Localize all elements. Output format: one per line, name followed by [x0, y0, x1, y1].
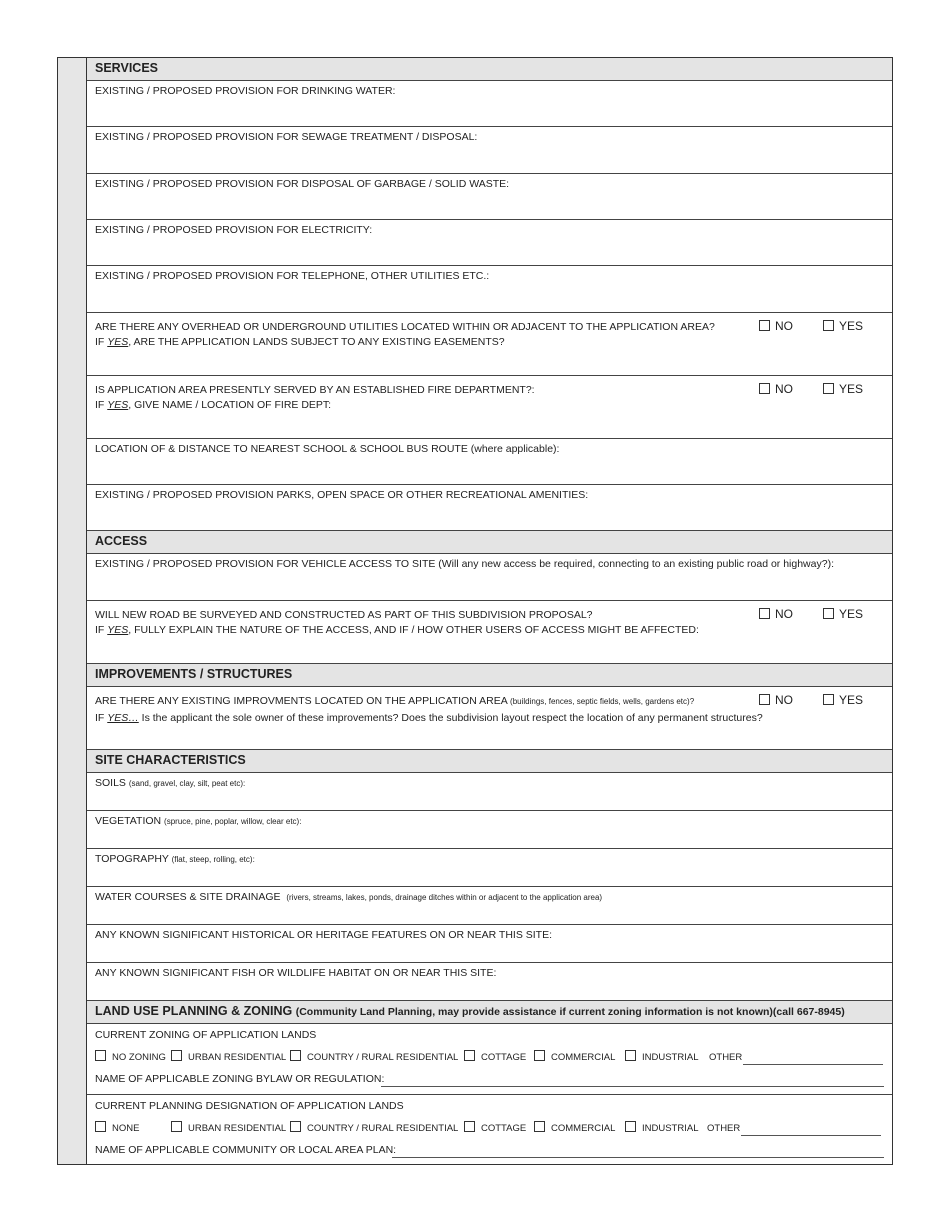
road-no-checkbox[interactable]: NO — [759, 607, 793, 621]
parks-field[interactable] — [87, 485, 892, 531]
improvements-followup: IF YES… Is the applicant the sole owner of these improvements? Does the subdivision layout respect the location of any permanent structures? — [95, 712, 763, 724]
road-question — [87, 601, 892, 664]
fire-question — [87, 376, 892, 439]
vehicle-access-field[interactable] — [87, 554, 892, 601]
vegetation-field[interactable] — [87, 811, 892, 849]
checkbox-box[interactable] — [823, 608, 834, 619]
sewage-label: EXISTING / PROPOSED PROVISION FOR SEWAGE TREATMENT / DISPOSAL: — [95, 131, 478, 143]
zoning-option-commercial[interactable]: COMMERCIAL — [534, 1050, 615, 1063]
wildlife-label: ANY KNOWN SIGNIFICANT FISH OR WILDLIFE HABITAT ON OR NEAR THIS SITE: — [95, 967, 497, 979]
road-followup: IF YES, FULLY EXPLAIN THE NATURE OF THE ACCESS, AND IF / HOW OTHER USERS OF ACCESS MIGHT BE AFFECTED: — [95, 624, 699, 636]
application-form — [57, 57, 893, 1165]
planning-option-none[interactable]: NONE — [95, 1121, 139, 1134]
bylaw-line[interactable] — [381, 1086, 884, 1087]
zoning-other-label: OTHER — [709, 1052, 743, 1063]
sewage-field[interactable] — [87, 127, 892, 174]
planning-option-commercial[interactable]: COMMERCIAL — [534, 1121, 615, 1134]
drinking-water-label: EXISTING / PROPOSED PROVISION FOR DRINKING WATER: — [95, 85, 396, 97]
utilities-question — [87, 313, 892, 376]
zoning-option-cottage[interactable]: COTTAGE — [464, 1050, 526, 1063]
checkbox-box[interactable] — [823, 383, 834, 394]
telephone-field[interactable] — [87, 266, 892, 313]
soils-field[interactable] — [87, 773, 892, 811]
improvements-no-checkbox[interactable]: NO — [759, 693, 793, 707]
topography-field[interactable] — [87, 849, 892, 887]
vegetation-label: VEGETATION (spruce, pine, poplar, willow, clear etc): — [95, 815, 302, 827]
wildlife-field[interactable] — [87, 963, 892, 1001]
area-plan-line[interactable] — [392, 1157, 884, 1158]
checkbox-box[interactable] — [823, 694, 834, 705]
form-content — [87, 58, 892, 1164]
checkbox-box[interactable] — [290, 1050, 301, 1061]
current-zoning-section — [87, 1024, 892, 1095]
parks-label: EXISTING / PROPOSED PROVISION PARKS, OPEN SPACE OR OTHER RECREATIONAL AMENITIES: — [95, 489, 589, 501]
fire-followup: IF YES, GIVE NAME / LOCATION OF FIRE DEPT: — [95, 399, 332, 411]
left-margin-strip — [58, 58, 87, 1164]
electricity-field[interactable] — [87, 220, 892, 266]
zoning-option-country-rural[interactable]: COUNTRY / RURAL RESIDENTIAL — [290, 1050, 458, 1063]
checkbox-box[interactable] — [625, 1121, 636, 1132]
telephone-label: EXISTING / PROPOSED PROVISION FOR TELEPHONE, OTHER UTILITIES ETC.: — [95, 270, 490, 282]
heritage-field[interactable] — [87, 925, 892, 963]
zoning-header: LAND USE PLANNING & ZONING (Community Land Planning, may provide assistance if current zoning information is not known)(call 667-8945) — [87, 1001, 892, 1024]
zoning-option-industrial[interactable]: INDUSTRIAL — [625, 1050, 698, 1063]
garbage-field[interactable] — [87, 174, 892, 220]
planning-option-industrial[interactable]: INDUSTRIAL — [625, 1121, 698, 1134]
checkbox-box[interactable] — [759, 320, 770, 331]
improvements-header: IMPROVEMENTS / STRUCTURES — [87, 664, 892, 687]
fire-no-checkbox[interactable]: NO — [759, 382, 793, 396]
area-plan-label: NAME OF APPLICABLE COMMUNITY OR LOCAL AREA PLAN: — [95, 1144, 397, 1156]
planning-other-line[interactable] — [741, 1135, 881, 1136]
checkbox-box[interactable] — [95, 1050, 106, 1061]
checkbox-box[interactable] — [759, 694, 770, 705]
checkbox-box[interactable] — [759, 383, 770, 394]
drinking-water-field[interactable] — [87, 81, 892, 127]
checkbox-box[interactable] — [171, 1050, 182, 1061]
zoning-option-urban-residential[interactable]: URBAN RESIDENTIAL — [171, 1050, 286, 1063]
access-header: ACCESS — [87, 531, 892, 554]
checkbox-box[interactable] — [95, 1121, 106, 1132]
checkbox-box[interactable] — [534, 1050, 545, 1061]
utilities-followup: IF YES, ARE THE APPLICATION LANDS SUBJECT TO ANY EXISTING EASEMENTS? — [95, 336, 505, 348]
current-planning-section — [87, 1095, 892, 1165]
water-courses-field[interactable] — [87, 887, 892, 925]
planning-option-urban-residential[interactable]: URBAN RESIDENTIAL — [171, 1121, 286, 1134]
current-planning-label: CURRENT PLANNING DESIGNATION OF APPLICATION LANDS — [95, 1100, 404, 1112]
utilities-question-text: ARE THERE ANY OVERHEAD OR UNDERGROUND UTILITIES LOCATED WITHIN OR ADJACENT TO THE APPLICATION AREA? — [95, 321, 715, 333]
heritage-label: ANY KNOWN SIGNIFICANT HISTORICAL OR HERITAGE FEATURES ON OR NEAR THIS SITE: — [95, 929, 553, 941]
planning-option-cottage[interactable]: COTTAGE — [464, 1121, 526, 1134]
services-header: SERVICES — [87, 58, 892, 81]
site-header: SITE CHARACTERISTICS — [87, 750, 892, 773]
school-label: LOCATION OF & DISTANCE TO NEAREST SCHOOL & SCHOOL BUS ROUTE (where applicable): — [95, 443, 560, 455]
checkbox-box[interactable] — [464, 1121, 475, 1132]
water-courses-label: WATER COURSES & SITE DRAINAGE (rivers, streams, lakes, ponds, drainage ditches within or adjacent to the application area) — [95, 891, 603, 903]
fire-yes-checkbox[interactable]: YES — [823, 382, 863, 396]
garbage-label: EXISTING / PROPOSED PROVISION FOR DISPOSAL OF GARBAGE / SOLID WASTE: — [95, 178, 510, 190]
checkbox-box[interactable] — [464, 1050, 475, 1061]
checkbox-box[interactable] — [823, 320, 834, 331]
current-zoning-label: CURRENT ZONING OF APPLICATION LANDS — [95, 1029, 317, 1041]
improvements-yes-checkbox[interactable]: YES — [823, 693, 863, 707]
checkbox-box[interactable] — [534, 1121, 545, 1132]
vehicle-access-label: EXISTING / PROPOSED PROVISION FOR VEHICLE ACCESS TO SITE (Will any new access be required, connecting to an existing public road or highway?): — [95, 558, 834, 570]
checkbox-box[interactable] — [759, 608, 770, 619]
soils-label: SOILS (sand, gravel, clay, silt, peat etc): — [95, 777, 246, 789]
checkbox-box[interactable] — [171, 1121, 182, 1132]
improvements-question-text: ARE THERE ANY EXISTING IMPROVMENTS LOCATED ON THE APPLICATION AREA (buildings, fences, septic fields, wells, gardens etc)? — [95, 695, 695, 707]
zoning-option-no-zoning[interactable]: NO ZONING — [95, 1050, 166, 1063]
bylaw-label: NAME OF APPLICABLE ZONING BYLAW OR REGULATION: — [95, 1073, 385, 1085]
improvements-question — [87, 687, 892, 750]
road-yes-checkbox[interactable]: YES — [823, 607, 863, 621]
zoning-other-line[interactable] — [743, 1064, 883, 1065]
school-field[interactable] — [87, 439, 892, 485]
topography-label: TOPOGRAPHY (flat, steep, rolling, etc): — [95, 853, 255, 865]
planning-option-country-rural[interactable]: COUNTRY / RURAL RESIDENTIAL — [290, 1121, 458, 1134]
fire-question-text: IS APPLICATION AREA PRESENTLY SERVED BY AN ESTABLISHED FIRE DEPARTMENT?: — [95, 384, 535, 396]
electricity-label: EXISTING / PROPOSED PROVISION FOR ELECTRICITY: — [95, 224, 373, 236]
checkbox-box[interactable] — [290, 1121, 301, 1132]
checkbox-box[interactable] — [625, 1050, 636, 1061]
road-question-text: WILL NEW ROAD BE SURVEYED AND CONSTRUCTED AS PART OF THIS SUBDIVISION PROPOSAL? — [95, 609, 593, 621]
utilities-no-checkbox[interactable]: NO — [759, 319, 793, 333]
utilities-yes-checkbox[interactable]: YES — [823, 319, 863, 333]
planning-other-label: OTHER — [707, 1123, 741, 1134]
